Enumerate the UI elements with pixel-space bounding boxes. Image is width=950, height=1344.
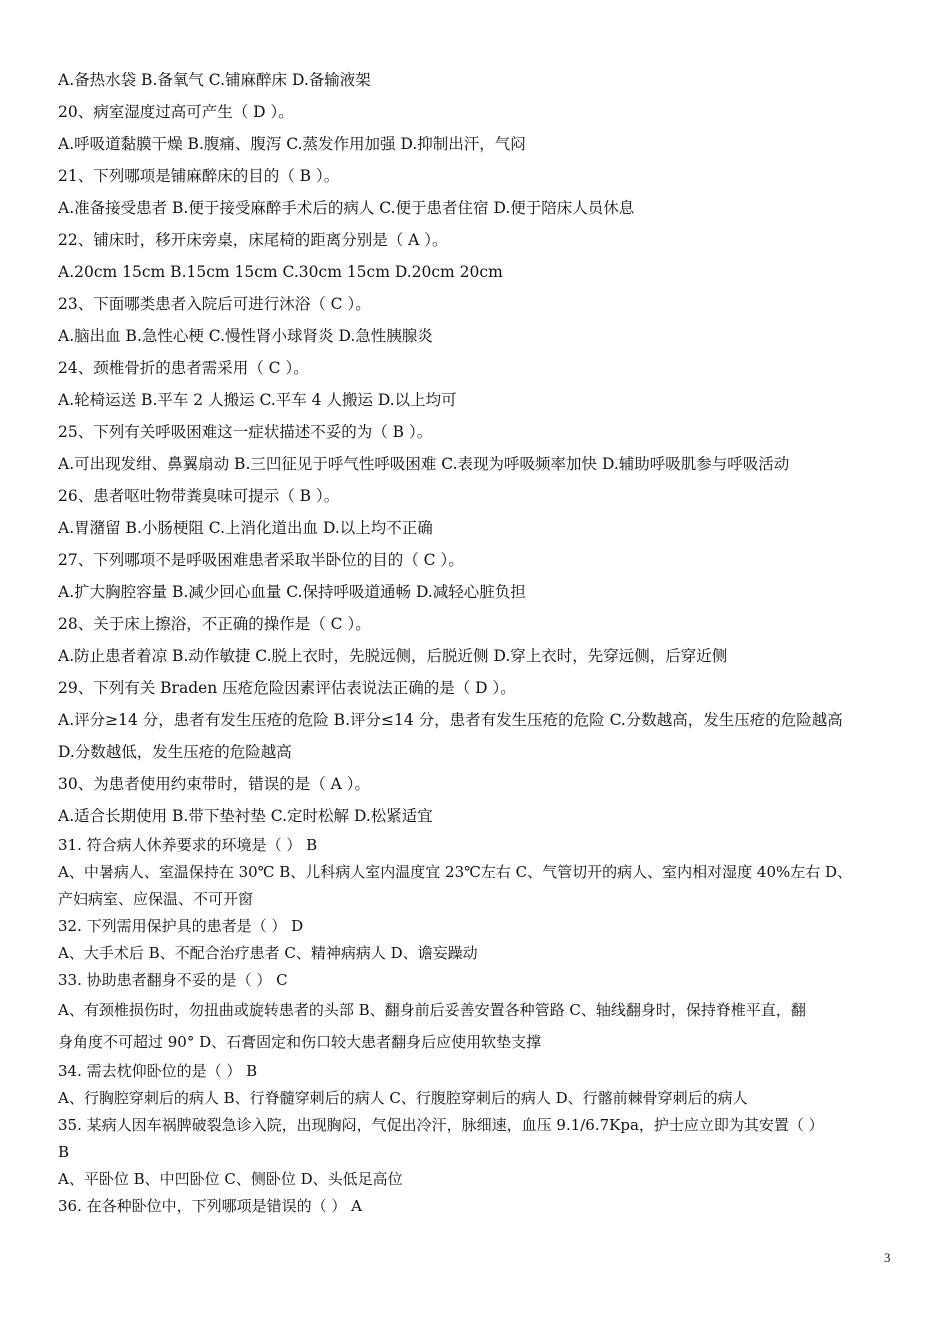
options-line: A.评分≥14 分，患者有发生压疮的危险 B.评分≤14 分，患者有发生压疮的危险 C.分数越高，发生压疮的危险越高 — [58, 711, 843, 729]
options-line: A.呼吸道黏膜干燥 B.腹痛、腹泻 C.蒸发作用加强 D.抑制出汗，气闷 — [58, 135, 526, 153]
options-line: A、行胸腔穿刺后的病人 B、行脊髓穿刺后的病人 C、行腹腔穿刺后的病人 D、行髂前棘骨穿刺后的病人 — [58, 1089, 748, 1107]
options-line: A.扩大胸腔容量 B.减少回心血量 C.保持呼吸道通畅 D.减轻心脏负担 — [58, 583, 526, 601]
question-line: 26、患者呕吐物带粪臭味可提示（ B ）。 — [58, 487, 340, 505]
page-number: 3 — [884, 1250, 891, 1265]
text-line: A.备热水袋 B.备氧气 C.铺麻醉床 D.备输液架 — [58, 71, 371, 89]
question-line: 34. 需去枕仰卧位的是（ ） B — [58, 1062, 258, 1080]
options-line: A.适合长期使用 B.带下垫衬垫 C.定时松解 D.松紧适宜 — [58, 807, 433, 825]
options-line: A、大手术后 B、不配合治疗患者 C、精神病病人 D、谵妄躁动 — [58, 944, 478, 962]
answer-line: B — [58, 1143, 70, 1161]
question-line: 20、病室湿度过高可产生（ D ）。 — [58, 103, 294, 121]
question-line: 33. 协助患者翻身不妥的是（ ） C — [58, 971, 288, 989]
question-line: 28、关于床上擦浴，不正确的操作是（ C ）。 — [58, 615, 371, 633]
options-line: 产妇病室、应保温、不可开窗 — [58, 890, 254, 908]
question-line: 31. 符合病人休养要求的环境是（ ） B — [58, 836, 318, 854]
options-line: A、有颈椎损伤时，勿扭曲或旋转患者的头部 B、翻身前后妥善安置各种管路 C、轴线翻身时，保持脊椎平直，翻 — [58, 1001, 806, 1019]
question-line: 30、为患者使用约束带时，错误的是（ A ）。 — [58, 775, 371, 793]
options-line: A、平卧位 B、中凹卧位 C、侧卧位 D、头低足高位 — [58, 1170, 403, 1188]
options-line: A.防止患者着凉 B.动作敏捷 C.脱上衣时，先脱远侧，后脱近侧 D.穿上衣时，先穿远侧，后穿近侧 — [58, 647, 728, 665]
question-line: 32. 下列需用保护具的患者是（ ） D — [58, 917, 304, 935]
question-line: 24、颈椎骨折的患者需采用（ C ）。 — [58, 359, 309, 377]
options-line: A.轮椅运送 B.平车 2 人搬运 C.平车 4 人搬运 D.以上均可 — [58, 391, 457, 409]
options-line: A.胃潴留 B.小肠梗阻 C.上消化道出血 D.以上均不正确 — [58, 519, 433, 537]
question-line: 36. 在各种卧位中，下列哪项是错误的（ ） A — [58, 1197, 362, 1215]
section-b — [58, 832, 903, 1220]
question-line: 21、下列哪项是铺麻醉床的目的（ B ）。 — [58, 167, 340, 185]
options-line: 身角度不可超过 90° D、石膏固定和伤口较大患者翻身后应使用软垫支撑 — [58, 1033, 542, 1051]
options-line: A、中暑病人、室温保持在 30℃ B、儿科病人室内温度宜 23℃左右 C、气管切开的病人、室内相对湿度 40%左右 D、 — [58, 863, 853, 881]
question-line: 22、铺床时，移开床旁桌，床尾椅的距离分别是（ A ）。 — [58, 231, 448, 249]
question-line: 23、下面哪类患者入院后可进行沐浴（ C ）。 — [58, 295, 371, 313]
options-line: D.分数越低，发生压疮的危险越高 — [58, 743, 292, 761]
section-a — [58, 64, 903, 832]
options-line: A.20cm 15cm B.15cm 15cm C.30cm 15cm D.20cm 20cm — [58, 263, 503, 281]
options-line: A.可出现发绀、鼻翼扇动 B.三凹征见于呼气性呼吸困难 C.表现为呼吸频率加快 D.辅助呼吸肌参与呼吸活动 — [58, 455, 790, 473]
question-line: 25、下列有关呼吸困难这一症状描述不妥的为（ B ）。 — [58, 423, 433, 441]
page-content — [58, 64, 903, 1220]
question-line: 35. 某病人因车祸脾破裂急诊入院，出现胸闷，气促出冷汗，脉细速，血压 9.1/6.7Kpa，护士应立即为其安置（ ） — [58, 1116, 824, 1134]
options-line: A.准备接受患者 B.便于接受麻醉手术后的病人 C.便于患者住宿 D.便于陪床人员休息 — [58, 199, 635, 217]
options-line: A.脑出血 B.急性心梗 C.慢性肾小球肾炎 D.急性胰腺炎 — [58, 327, 433, 345]
question-line: 27、下列哪项不是呼吸困难患者采取半卧位的目的（ C ）。 — [58, 551, 464, 569]
question-line: 29、下列有关 Braden 压疮危险因素评估表说法正确的是（ D ）。 — [58, 679, 516, 697]
